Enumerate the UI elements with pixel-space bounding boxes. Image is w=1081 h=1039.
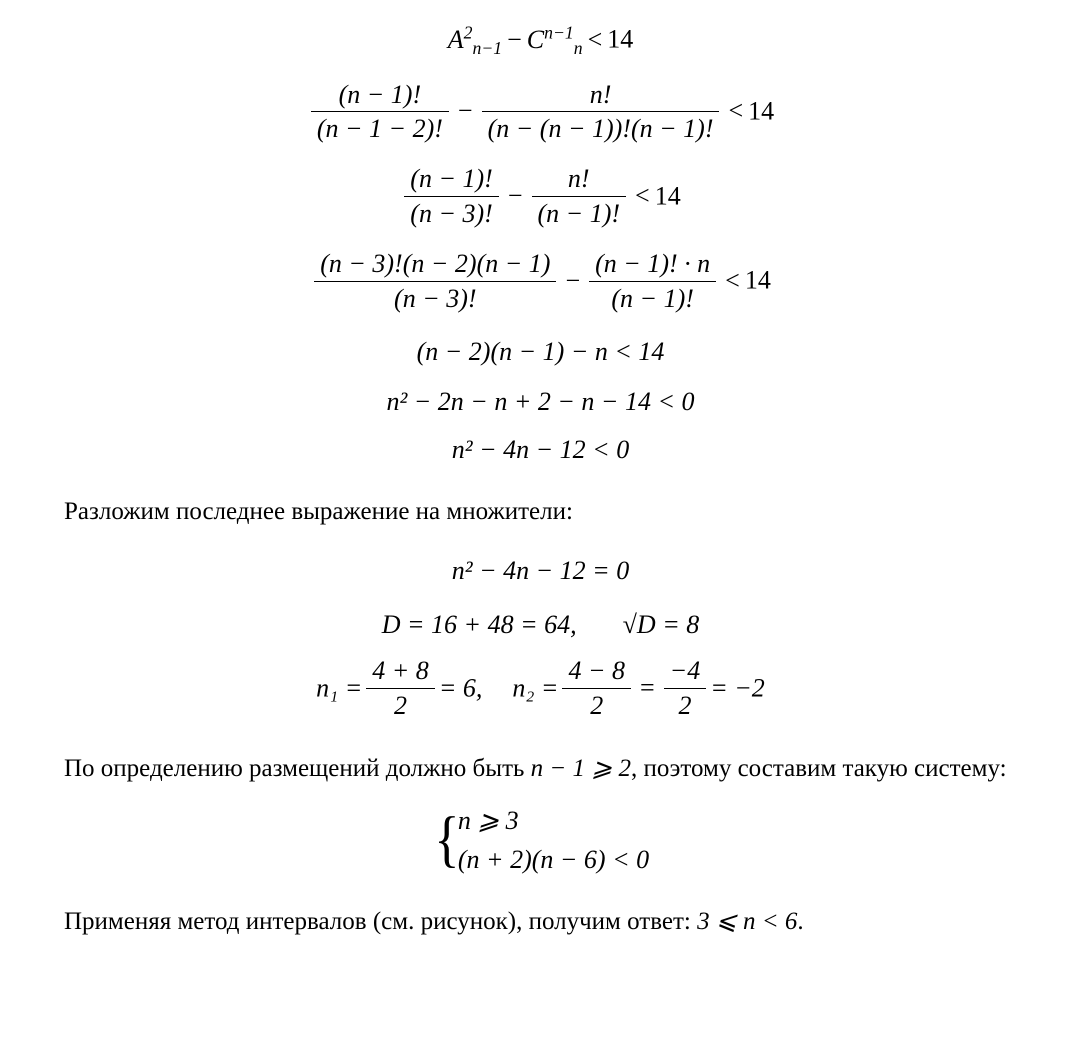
equation-3-row xyxy=(0,166,1081,231)
paragraph-definition-text-b: , поэтому составим такую систему: xyxy=(630,755,1007,783)
fraction-1 xyxy=(404,164,499,229)
fraction-2-numerator: n! xyxy=(482,80,720,113)
equation-7: n² − 4n − 12 < 0 xyxy=(451,435,630,465)
fraction-2-denominator: (n − 1)! xyxy=(537,199,621,229)
fraction-1-numerator: (n − 1)! xyxy=(404,164,499,197)
root-2-value: = −2 xyxy=(710,673,765,703)
less-than-operator: < xyxy=(728,96,744,126)
root-1-label: n₁ = xyxy=(316,673,363,703)
equation-9-row xyxy=(0,610,1081,640)
root-2-label: n₂ = xyxy=(512,673,559,703)
fraction-1 xyxy=(314,249,556,314)
root-1-denominator: 2 xyxy=(394,691,408,721)
equals-operator: = xyxy=(640,673,655,703)
less-than-operator: < xyxy=(635,180,650,210)
paragraph-definition-text-a: По определению размещений должно быть xyxy=(64,755,531,783)
equation-system xyxy=(0,787,1081,879)
equation-10-roots xyxy=(0,640,1081,723)
fraction-1-denominator: (n − 1 − 2)! xyxy=(316,114,443,144)
root-2-fraction xyxy=(562,656,631,721)
fraction-2-denominator: (n − 1)! xyxy=(611,284,694,313)
root-2-fraction-simplified xyxy=(664,656,707,721)
equation-3 xyxy=(0,146,1081,231)
minus-operator: − xyxy=(457,96,473,126)
system-block xyxy=(432,801,649,879)
fraction-2-numerator: (n − 1)! · n xyxy=(589,249,716,282)
fraction-2 xyxy=(482,80,720,145)
paragraph-answer xyxy=(30,879,1043,940)
equation-6: n² − 2n − n + 2 − n − 14 < 0 xyxy=(386,387,695,417)
root-2-numerator-simplified: −4 xyxy=(664,656,707,689)
less-than-operator: < xyxy=(587,24,603,54)
root-1-fraction xyxy=(366,656,435,721)
rhs-value: 14 xyxy=(748,96,775,126)
root-1-value: = 6, xyxy=(438,673,483,703)
root-2-numerator: 4 − 8 xyxy=(562,656,631,689)
paragraph-answer-text-a: Применяя метод интервалов (см. рисунок), получим ответ: xyxy=(64,907,698,935)
fraction-2 xyxy=(532,164,627,229)
paragraph-factorize-text: Разложим последнее выражение на множители: xyxy=(64,498,573,526)
inline-math-condition: n − 1 ⩾ 2 xyxy=(530,755,631,783)
rhs-value: 14 xyxy=(744,265,771,295)
root-2-denominator: 2 xyxy=(590,691,604,721)
paragraph-factorize xyxy=(30,465,1043,530)
minus-operator: − xyxy=(565,265,581,295)
system-line-1: n ⩾ 3 xyxy=(457,805,519,835)
root-2-denominator-simplified: 2 xyxy=(678,691,692,721)
term-C: $C^{n-1}_n$ xyxy=(526,22,583,58)
fraction-2-denominator: (n − (n − 1))!(n − 1)! xyxy=(487,114,714,144)
paragraph-answer-text-b: . xyxy=(797,907,804,935)
less-than-operator: < xyxy=(725,265,740,295)
term-A: $A^2_{n-1}$ xyxy=(447,22,503,58)
equation-4 xyxy=(0,230,1081,315)
fraction-1 xyxy=(311,80,449,145)
equation-10-row xyxy=(0,658,1081,723)
sqrt-discriminant: √D = 8 xyxy=(622,609,700,639)
equation-1-row xyxy=(0,22,1081,59)
system-line-2: (n + 2)(n − 6) < 0 xyxy=(457,844,650,874)
discriminant-value: D = 16 + 48 = 64, xyxy=(381,609,577,639)
equation-1 xyxy=(0,0,1081,59)
paragraph-definition xyxy=(30,722,1043,787)
rhs-value: 14 xyxy=(654,180,681,210)
fraction-2 xyxy=(589,249,716,314)
fraction-1-denominator: (n − 3)! xyxy=(410,199,493,229)
equation-4-row xyxy=(0,250,1081,315)
inline-math-answer: 3 ⩽ n < 6 xyxy=(697,907,798,935)
equation-5: (n − 2)(n − 1) − n < 14 xyxy=(416,337,665,367)
system-brace: { xyxy=(434,805,460,874)
minus-operator: − xyxy=(507,24,522,54)
fraction-2-numerator: n! xyxy=(532,164,627,197)
equation-9-discriminant xyxy=(0,586,1081,640)
rhs-value: 14 xyxy=(607,24,634,54)
root-1-numerator: 4 + 8 xyxy=(366,656,435,689)
fraction-1-denominator: (n − 3)! xyxy=(394,284,477,313)
equation-8: n² − 4n − 12 = 0 xyxy=(451,555,630,585)
minus-operator: − xyxy=(507,180,523,210)
fraction-1-numerator: (n − 3)!(n − 2)(n − 1) xyxy=(314,249,556,282)
fraction-1-numerator: (n − 1)! xyxy=(311,80,449,113)
equation-2 xyxy=(0,59,1081,146)
equation-2-row xyxy=(0,81,1081,146)
